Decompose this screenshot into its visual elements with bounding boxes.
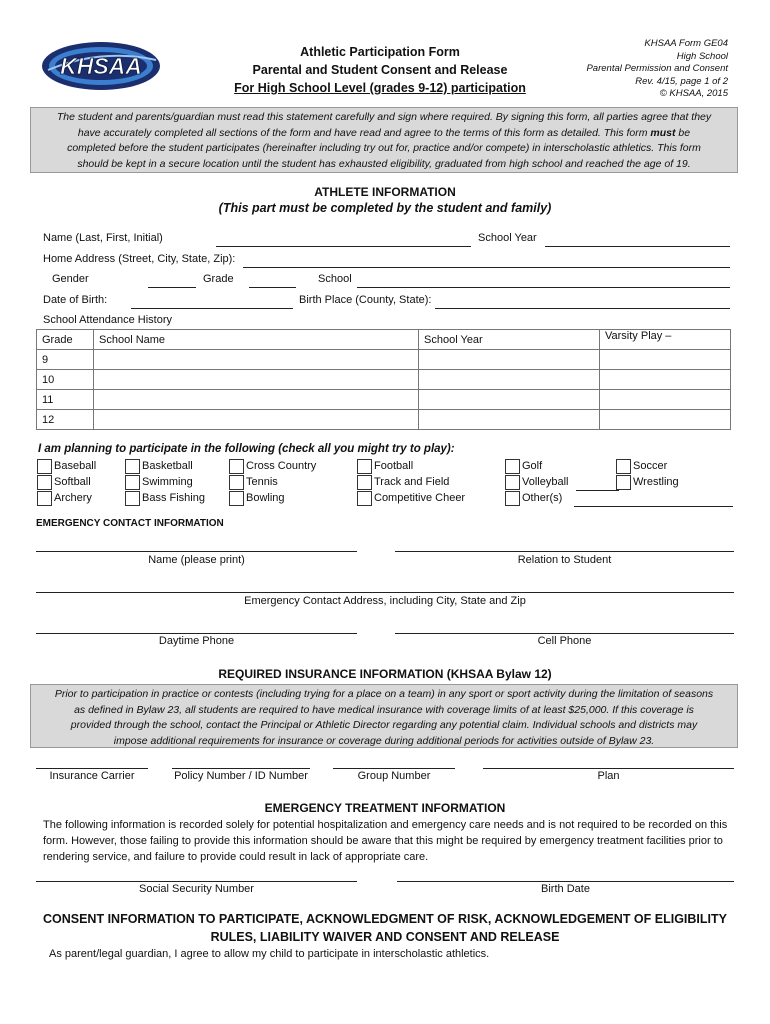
emergency-address-field[interactable] xyxy=(36,579,734,593)
policy-field[interactable] xyxy=(172,756,310,769)
cell-phone-label: Cell Phone xyxy=(537,635,592,647)
checkbox-wrestling[interactable] xyxy=(616,475,631,490)
sport-label: Cross Country xyxy=(246,460,317,472)
intro-line: have accurately completed all sections of the form and have read and agree to the terms of this form as detailed. This form must be xyxy=(77,126,691,139)
daytime-phone-label: Daytime Phone xyxy=(158,635,235,647)
form-id-line: High School xyxy=(676,50,728,62)
intro-line: The student and parents/guardian must read this statement carefully and sign where required. By signing this form, all parties agree that they xyxy=(56,111,712,123)
group-label: Group Number xyxy=(357,770,431,782)
emergency-name-field[interactable] xyxy=(36,538,357,552)
dob-label: Date of Birth: xyxy=(43,294,108,306)
form-id-line: Rev. 4/15, page 1 of 2 xyxy=(635,75,728,87)
volleyball-line xyxy=(576,478,619,491)
school-year-cell[interactable] xyxy=(419,350,600,370)
col-grade: Grade xyxy=(37,330,94,350)
dob-field[interactable] xyxy=(131,294,293,309)
emergency-name-label: Name (please print) xyxy=(148,554,245,566)
consent-heading-1: CONSENT INFORMATION TO PARTICIPATE, ACKNOWLEDGMENT OF RISK, ACKNOWLEDGEMENT OF ELIGIBILITY xyxy=(42,912,727,926)
address-label: Home Address (Street, City, State, Zip): xyxy=(43,253,236,265)
sports-heading: I am planning to participate in the following (check all you might try to play): xyxy=(38,443,455,455)
grade-cell: 12 xyxy=(37,410,94,430)
checkbox-archery[interactable] xyxy=(37,491,52,506)
school-label: School xyxy=(318,273,352,285)
birthplace-field[interactable] xyxy=(435,294,730,309)
table-row xyxy=(37,410,731,430)
checkbox-golf[interactable] xyxy=(505,459,520,474)
col-school-year: School Year xyxy=(419,330,600,350)
sport-label: Tennis xyxy=(246,476,278,488)
athlete-subheading: (This part must be completed by the student and family) xyxy=(218,201,552,215)
gender-field[interactable] xyxy=(148,273,196,288)
sport-label: Football xyxy=(374,460,414,472)
sport-label: Swimming xyxy=(142,476,193,488)
checkbox-bowling[interactable] xyxy=(229,491,244,506)
sport-label: Other(s) xyxy=(522,492,563,504)
insurance-line: impose additional requirements for insurance or coverage during additional periods for activities outside of Bylaw 23. xyxy=(113,734,655,747)
plan-field[interactable] xyxy=(483,756,734,769)
school-name-cell[interactable] xyxy=(94,370,419,390)
sport-label: Bowling xyxy=(246,492,285,504)
khsaa-logo xyxy=(40,40,162,92)
sport-label: Softball xyxy=(54,476,91,488)
checkbox-swimming[interactable] xyxy=(125,475,140,490)
treatment-line: rendering service, and failure to provide could result in lack of appropriate care. xyxy=(43,851,429,863)
consent-heading-2: RULES, LIABILITY WAIVER AND CONSENT AND RELEASE xyxy=(210,930,560,944)
intro-statement xyxy=(30,107,738,173)
table-row xyxy=(37,390,731,410)
grade-cell: 10 xyxy=(37,370,94,390)
school-year-cell[interactable] xyxy=(419,390,600,410)
checkbox-football[interactable] xyxy=(357,459,372,474)
grade-label: Grade xyxy=(203,273,234,285)
school-year-field[interactable] xyxy=(545,232,730,247)
emergency-heading: EMERGENCY CONTACT INFORMATION xyxy=(36,518,224,529)
consent-text: As parent/legal guardian, I agree to allow my child to participate in interscholastic athletics. xyxy=(49,948,490,960)
relation-field[interactable] xyxy=(395,538,734,552)
checkbox-softball[interactable] xyxy=(37,475,52,490)
checkbox-bass-fishing[interactable] xyxy=(125,491,140,506)
insurance-line: provided through the school, contact the Principal or Athletic Director regarding any potential claim. Individual schools and districts may xyxy=(70,719,698,731)
title-line-1: Athletic Participation Form xyxy=(300,45,460,59)
form-title xyxy=(200,43,560,97)
name-field[interactable] xyxy=(216,232,471,247)
table-row xyxy=(37,370,731,390)
checkbox-soccer[interactable] xyxy=(616,459,631,474)
plan-label: Plan xyxy=(597,770,620,782)
checkbox-competitive-cheer[interactable] xyxy=(357,491,372,506)
treatment-line: The following information is recorded solely for potential hospitalization and emergency care needs and is not required to be recorded on this xyxy=(43,819,728,831)
sport-label: Soccer xyxy=(633,460,668,472)
school-year-cell[interactable] xyxy=(419,370,600,390)
address-field[interactable] xyxy=(243,253,730,268)
attendance-history-table xyxy=(36,329,731,430)
sport-label: Wrestling xyxy=(633,476,679,488)
form-identifier xyxy=(528,38,728,101)
grade-field[interactable] xyxy=(249,273,296,288)
birth-date-label: Birth Date xyxy=(541,883,590,895)
ssn-label: Social Security Number xyxy=(139,883,254,895)
form-id-line: Parental Permission and Consent xyxy=(586,63,728,74)
grade-cell: 11 xyxy=(37,390,94,410)
insurance-heading: REQUIRED INSURANCE INFORMATION (KHSAA Bylaw 12) xyxy=(218,667,552,681)
school-name-cell[interactable] xyxy=(94,350,419,370)
sport-label: Bass Fishing xyxy=(142,492,205,504)
varsity-cell[interactable] xyxy=(600,370,731,390)
insurance-line: Prior to participation in practice or contests (including trying for a place on a team) in any sport or sport activity during the limitation of seasons xyxy=(54,688,714,700)
carrier-field[interactable] xyxy=(36,756,148,769)
table-header-row xyxy=(37,330,731,350)
checkbox-baseball[interactable] xyxy=(37,459,52,474)
cell-phone-field[interactable] xyxy=(395,620,734,634)
relation-label: Relation to Student xyxy=(517,554,612,566)
name-label: Name (Last, First, Initial) xyxy=(43,232,163,244)
group-field[interactable] xyxy=(333,756,455,769)
policy-label: Policy Number / ID Number xyxy=(174,770,308,782)
insurance-statement xyxy=(30,684,738,748)
insurance-line: as defined in Bylaw 23, all students are required to have medical insurance with coverage limits of at least $25,000. If this coverage is xyxy=(74,703,694,716)
checkbox-track-and-field[interactable] xyxy=(357,475,372,490)
sport-label: Archery xyxy=(54,492,92,504)
other-sports-field[interactable] xyxy=(574,494,733,507)
table-row xyxy=(37,350,731,370)
athlete-heading: ATHLETE INFORMATION xyxy=(314,185,456,199)
daytime-phone-field[interactable] xyxy=(36,620,357,634)
treatment-text xyxy=(43,817,743,865)
gender-label: Gender xyxy=(52,273,89,285)
intro-line: should be kept in a secure location until the student has exhausted eligibility, graduated from high school and reached the age of 19. xyxy=(77,157,691,170)
sport-label: Competitive Cheer xyxy=(374,492,466,504)
varsity-cell[interactable] xyxy=(600,350,731,370)
checkbox-tennis[interactable] xyxy=(229,475,244,490)
sport-label: Basketball xyxy=(142,460,193,472)
ssn-field[interactable] xyxy=(36,868,357,882)
history-label: School Attendance History xyxy=(43,314,173,326)
sport-label: Volleyball xyxy=(522,476,569,488)
birth-date-field[interactable] xyxy=(397,868,734,882)
intro-line: completed before the student participates (hereinafter including try out for, practice and/or compete) in interscholastic athletics. This form xyxy=(67,142,701,154)
treatment-line: form. However, those failing to provide this information should be aware that this might be required by emergency treatment facilities prior to xyxy=(43,835,723,847)
sport-label: Baseball xyxy=(54,460,97,472)
school-year-cell[interactable] xyxy=(419,410,600,430)
varsity-cell[interactable] xyxy=(600,410,731,430)
school-name-cell[interactable] xyxy=(94,410,419,430)
col-varsity-play: Varsity Play – xyxy=(600,330,731,350)
form-id-line: KHSAA Form GE04 xyxy=(644,38,728,49)
school-field[interactable] xyxy=(357,273,730,288)
sport-label: Track and Field xyxy=(374,476,450,488)
treatment-heading: EMERGENCY TREATMENT INFORMATION xyxy=(264,801,506,815)
checkbox-cross-country[interactable] xyxy=(229,459,244,474)
birthplace-label: Birth Place (County, State): xyxy=(299,294,432,306)
col-school-name: School Name xyxy=(94,330,419,350)
grade-cell: 9 xyxy=(37,350,94,370)
title-line-3: For High School Level (grades 9-12) participation xyxy=(234,81,526,95)
checkbox-other[interactable] xyxy=(505,491,520,506)
form-id-line: © KHSAA, 2015 xyxy=(659,88,728,99)
checkbox-volleyball[interactable] xyxy=(505,475,520,490)
logo-text: KHSAA xyxy=(60,53,142,79)
emergency-address-label: Emergency Contact Address, including City, State and Zip xyxy=(244,595,526,607)
varsity-cell[interactable] xyxy=(600,390,731,410)
checkbox-basketball[interactable] xyxy=(125,459,140,474)
school-year-label: School Year xyxy=(478,232,537,244)
carrier-label: Insurance Carrier xyxy=(49,770,135,782)
school-name-cell[interactable] xyxy=(94,390,419,410)
title-line-2: Parental and Student Consent and Release xyxy=(252,63,508,77)
sport-label: Golf xyxy=(522,460,543,472)
